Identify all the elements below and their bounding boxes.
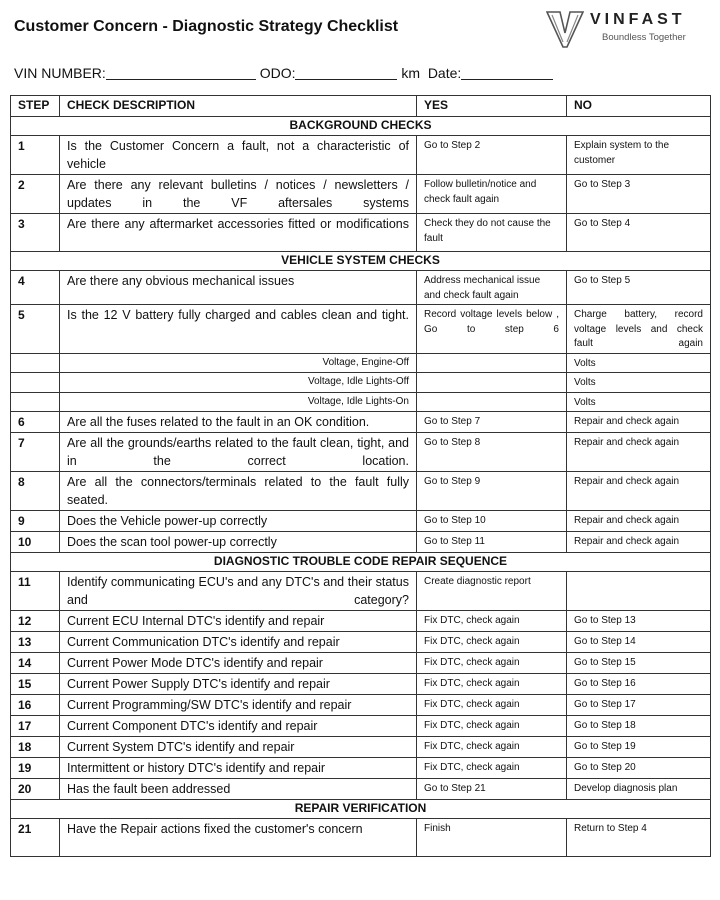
header-yes: YES <box>417 96 567 117</box>
yes-action: Go to Step 10 <box>417 511 567 532</box>
no-action: Repair and check again <box>567 433 711 472</box>
yes-action: Go to Step 8 <box>417 433 567 472</box>
voltage-value-cell[interactable] <box>417 353 567 373</box>
step-number: 10 <box>11 532 60 553</box>
yes-action: Go to Step 9 <box>417 472 567 511</box>
section-title: REPAIR VERIFICATION <box>11 800 711 819</box>
yes-action: Record voltage levels below , Go to step 6 <box>417 305 567 354</box>
header-step: STEP <box>11 96 60 117</box>
no-action: Go to Step 15 <box>567 653 711 674</box>
yes-action: Fix DTC, check again <box>417 674 567 695</box>
step-number: 13 <box>11 632 60 653</box>
no-action: Develop diagnosis plan <box>567 779 711 800</box>
no-action: Go to Step 3 <box>567 175 711 214</box>
step-number: 12 <box>11 611 60 632</box>
check-description: Are there any relevant bulletins / notices / newsletters / updates in the VF aftersales systems <box>60 175 417 214</box>
step-number: 1 <box>11 136 60 175</box>
no-action: Go to Step 5 <box>567 271 711 305</box>
table-row <box>11 758 711 779</box>
yes-action: Address mechanical issue and check fault again <box>417 271 567 305</box>
step-number: 4 <box>11 271 60 305</box>
no-action: Repair and check again <box>567 472 711 511</box>
yes-action: Go to Step 7 <box>417 412 567 433</box>
step-number: 21 <box>11 819 60 857</box>
check-description: Is the Customer Concern a fault, not a characteristic of vehicle <box>60 136 417 175</box>
step-number: 2 <box>11 175 60 214</box>
check-description: Are all the fuses related to the fault in an OK condition. <box>60 412 417 433</box>
step-number: 5 <box>11 305 60 354</box>
step-number: 11 <box>11 572 60 611</box>
check-description: Does the Vehicle power-up correctly <box>60 511 417 532</box>
yes-action: Fix DTC, check again <box>417 653 567 674</box>
check-description: Is the 12 V battery fully charged and cables clean and tight. <box>60 305 417 354</box>
step-number: 6 <box>11 412 60 433</box>
table-row <box>11 511 711 532</box>
yes-action: Fix DTC, check again <box>417 611 567 632</box>
table-row <box>11 532 711 553</box>
table-row <box>11 695 711 716</box>
check-description: Current Power Mode DTC's identify and repair <box>60 653 417 674</box>
yes-action: Check they do not cause the fault <box>417 214 567 252</box>
voltage-row <box>11 392 711 412</box>
no-action: Go to Step 13 <box>567 611 711 632</box>
empty-cell <box>11 392 60 412</box>
table-row <box>11 412 711 433</box>
voltage-unit: Volts <box>567 392 711 412</box>
table-row <box>11 472 711 511</box>
empty-cell <box>11 353 60 373</box>
check-description: Current Communication DTC's identify and repair <box>60 632 417 653</box>
no-action: Go to Step 18 <box>567 716 711 737</box>
checklist-table <box>10 95 711 857</box>
voltage-value-cell[interactable] <box>417 392 567 412</box>
voltage-label: Voltage, Engine-Off <box>60 353 417 373</box>
table-row <box>11 572 711 611</box>
odo-label: ODO: <box>259 65 296 81</box>
voltage-unit: Volts <box>567 373 711 393</box>
table-row <box>11 433 711 472</box>
table-row <box>11 716 711 737</box>
table-row <box>11 611 711 632</box>
no-action: Repair and check again <box>567 532 711 553</box>
table-row <box>11 632 711 653</box>
step-number: 19 <box>11 758 60 779</box>
table-row <box>11 653 711 674</box>
step-number: 3 <box>11 214 60 252</box>
step-number: 20 <box>11 779 60 800</box>
km-label: km <box>401 65 421 81</box>
table-row <box>11 819 711 857</box>
yes-action: Follow bulletin/notice and check fault again <box>417 175 567 214</box>
vin-blank[interactable] <box>106 65 256 80</box>
header-no: NO <box>567 96 711 117</box>
no-action: Go to Step 14 <box>567 632 711 653</box>
check-description: Are there any aftermarket accessories fitted or modifications <box>60 214 417 252</box>
check-description: Current Component DTC's identify and repair <box>60 716 417 737</box>
check-description: Has the fault been addressed <box>60 779 417 800</box>
date-label: Date: <box>427 65 462 81</box>
section-background <box>11 117 711 136</box>
yes-action: Fix DTC, check again <box>417 632 567 653</box>
table-row <box>11 779 711 800</box>
check-description: Have the Repair actions fixed the customer's concern <box>60 819 417 857</box>
yes-action: Finish <box>417 819 567 857</box>
vinfast-v-icon <box>546 9 584 49</box>
step-number: 18 <box>11 737 60 758</box>
check-description: Are all the connectors/terminals related to the fault fully seated. <box>60 472 417 511</box>
brand-tagline: Boundless Together <box>602 32 686 43</box>
check-description: Are all the grounds/earths related to the fault clean, tight, and in the correct location. <box>60 433 417 472</box>
table-row <box>11 271 711 305</box>
yes-action: Fix DTC, check again <box>417 737 567 758</box>
yes-action: Go to Step 11 <box>417 532 567 553</box>
step-number: 8 <box>11 472 60 511</box>
table-header-row <box>11 96 711 117</box>
voltage-row <box>11 353 711 373</box>
no-action: Return to Step 4 <box>567 819 711 857</box>
yes-action: Fix DTC, check again <box>417 716 567 737</box>
no-action: Go to Step 4 <box>567 214 711 252</box>
voltage-unit: Volts <box>567 353 711 373</box>
date-blank[interactable] <box>461 65 553 80</box>
yes-action: Go to Step 21 <box>417 779 567 800</box>
check-description: Current Power Supply DTC's identify and repair <box>60 674 417 695</box>
no-action: Explain system to the customer <box>567 136 711 175</box>
check-description: Identify communicating ECU's and any DTC's and their status and category? <box>60 572 417 611</box>
no-action: Repair and check again <box>567 511 711 532</box>
yes-action: Fix DTC, check again <box>417 695 567 716</box>
table-row <box>11 305 711 354</box>
voltage-row <box>11 373 711 393</box>
no-action: Repair and check again <box>567 412 711 433</box>
page-title: Customer Concern - Diagnostic Strategy Checklist <box>14 18 399 35</box>
check-description: Current System DTC's identify and repair <box>60 737 417 758</box>
no-action: Go to Step 20 <box>567 758 711 779</box>
yes-action: Go to Step 2 <box>417 136 567 175</box>
voltage-value-cell[interactable] <box>417 373 567 393</box>
step-number: 15 <box>11 674 60 695</box>
table-row <box>11 674 711 695</box>
no-action <box>567 572 711 611</box>
section-vehicle-system <box>11 252 711 271</box>
header-check-description: CHECK DESCRIPTION <box>60 96 417 117</box>
check-description: Intermittent or history DTC's identify and repair <box>60 758 417 779</box>
step-number: 7 <box>11 433 60 472</box>
yes-action: Fix DTC, check again <box>417 758 567 779</box>
table-row <box>11 737 711 758</box>
step-number: 17 <box>11 716 60 737</box>
table-row <box>11 136 711 175</box>
check-description: Current ECU Internal DTC's identify and repair <box>60 611 417 632</box>
table-row <box>11 175 711 214</box>
voltage-label: Voltage, Idle Lights-Off <box>60 373 417 393</box>
no-action: Go to Step 17 <box>567 695 711 716</box>
check-description: Are there any obvious mechanical issues <box>60 271 417 305</box>
no-action: Charge battery, record voltage levels and check fault again <box>567 305 711 354</box>
empty-cell <box>11 373 60 393</box>
section-repair-verification <box>11 800 711 819</box>
vinfast-logo <box>546 9 706 49</box>
vehicle-info-line <box>14 65 553 81</box>
odo-blank[interactable] <box>295 65 397 80</box>
check-description: Does the scan tool power-up correctly <box>60 532 417 553</box>
table-row <box>11 214 711 252</box>
yes-action: Create diagnostic report <box>417 572 567 611</box>
section-title: DIAGNOSTIC TROUBLE CODE REPAIR SEQUENCE <box>11 553 711 572</box>
no-action: Go to Step 16 <box>567 674 711 695</box>
step-number: 16 <box>11 695 60 716</box>
no-action: Go to Step 19 <box>567 737 711 758</box>
brand-name: VINFAST <box>590 11 686 28</box>
vin-label: VIN NUMBER: <box>14 65 106 81</box>
section-title: BACKGROUND CHECKS <box>11 117 711 136</box>
section-title: VEHICLE SYSTEM CHECKS <box>11 252 711 271</box>
step-number: 9 <box>11 511 60 532</box>
check-description: Current Programming/SW DTC's identify and repair <box>60 695 417 716</box>
voltage-label: Voltage, Idle Lights-On <box>60 392 417 412</box>
section-dtc-repair <box>11 553 711 572</box>
step-number: 14 <box>11 653 60 674</box>
